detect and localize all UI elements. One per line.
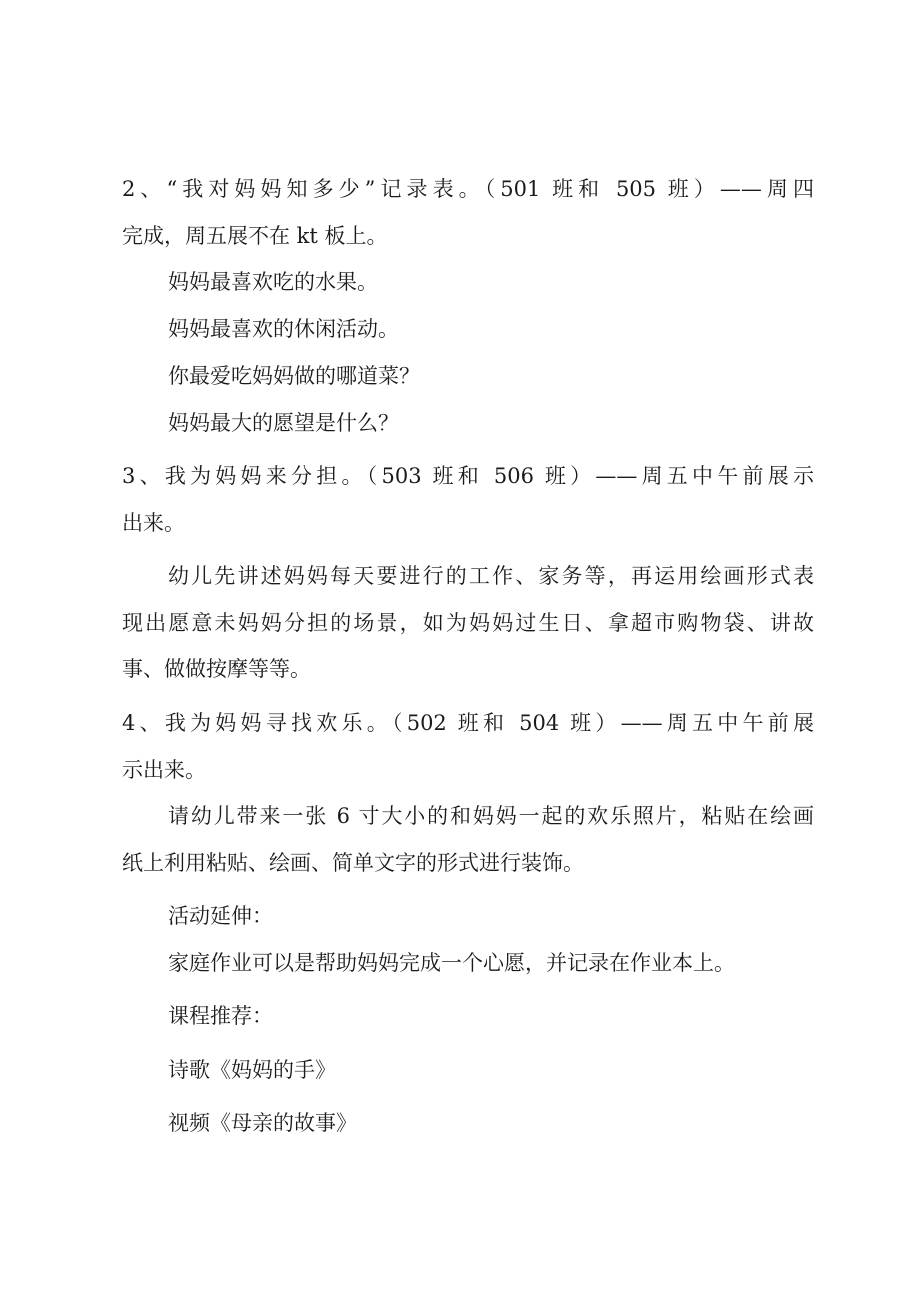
item3-desc-line1: 幼儿先讲述妈妈每天要进行的工作、家务等，再运用绘画形式表 [168,564,814,588]
item3-line1: 3、我为妈妈来分担。（503 班和 506 班）——周五中午前展示 [122,464,814,488]
question-dish: 你最爱吃妈妈做的哪道菜？ [168,364,420,388]
item3-desc-line3: 事、做做按摩等等。 [122,657,311,681]
item4-line1: 4、我为妈妈寻找欢乐。（502 班和 504 班）——周五中午前展 [122,711,814,735]
recommendation-poem: 诗歌《妈妈的手》 [168,1058,336,1082]
item2-line1: 2、“我对妈妈知多少”记录表。（501 班和 505 班）——周四 [122,177,814,201]
item2-line2: 完成，周五展不在 kt 板上。 [122,224,388,248]
extension-text: 家庭作业可以是帮助妈妈完成一个心愿，并记录在作业本上。 [168,951,735,975]
item4-desc-line2: 纸上利用粘贴、绘画、简单文字的形式进行装饰。 [122,851,584,875]
item3-line2: 出来。 [122,511,185,535]
recommendation-video: 视频《母亲的故事》 [168,1111,357,1135]
item3-desc-line2: 现出愿意未妈妈分担的场景，如为妈妈过生日、拿超市购物袋、讲故 [122,611,814,635]
extension-heading: 活动延伸： [168,904,273,928]
question-fruit: 妈妈最喜欢吃的水果。 [168,270,378,294]
question-leisure: 妈妈最喜欢的休闲活动。 [168,317,399,341]
recommend-heading: 课程推荐： [168,1004,273,1028]
item4-desc-line1: 请幼儿带来一张 6 寸大小的和妈妈一起的欢乐照片，粘贴在绘画 [168,804,814,828]
question-wish: 妈妈最大的愿望是什么？ [168,411,399,435]
item4-line2: 示出来。 [122,758,206,782]
